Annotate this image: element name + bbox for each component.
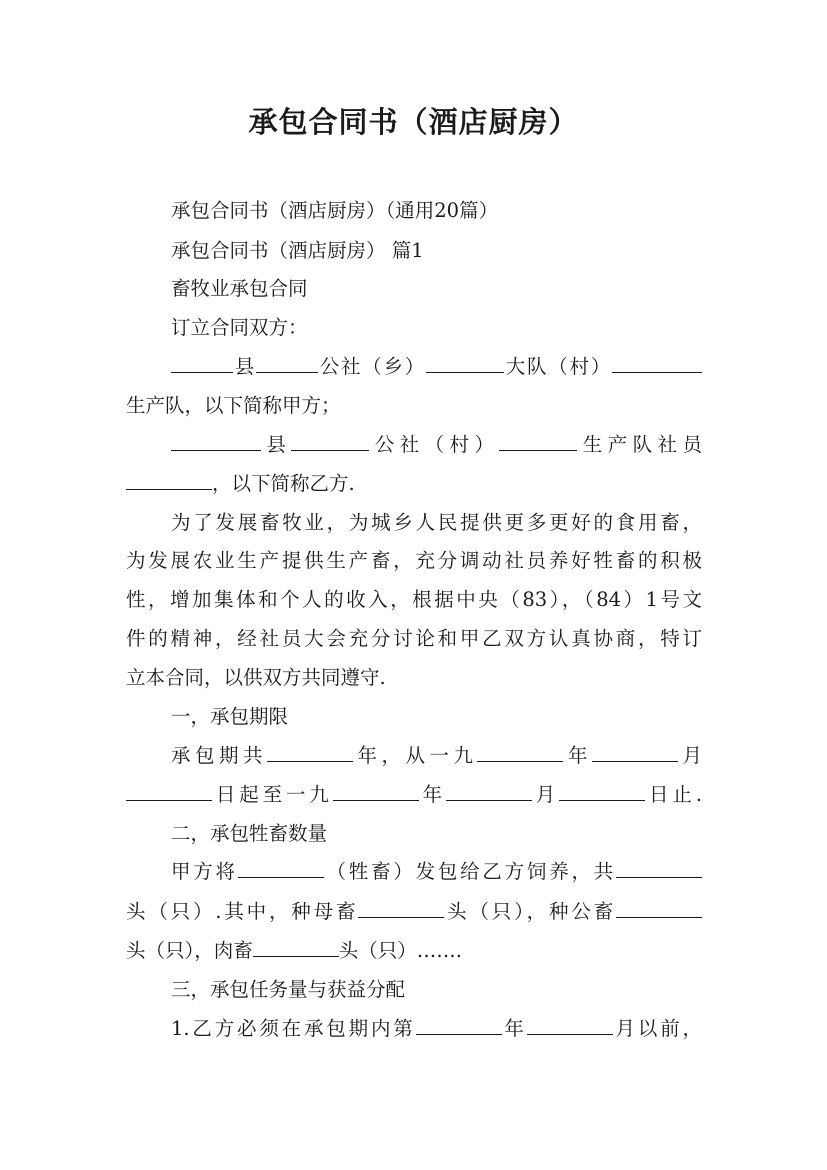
fill-blank [171,431,261,451]
fill-blank [477,742,563,762]
text-span: 甲方将 [171,860,238,883]
fill-blank [238,858,324,878]
text-span: 月 [677,744,702,767]
text-span: 公社（村） [369,433,500,456]
paragraph-line [126,936,702,966]
text-span: 承包期共 [171,744,267,767]
text-span: 头（只）.其中，种母畜 [126,900,359,923]
fill-blank [126,470,212,490]
section-heading: 承包合同书（酒店厨房） 篇1 [171,239,424,262]
text-span: 大队（村） [503,355,612,378]
fill-blank [499,431,577,451]
text-span: 生产队社员 [577,433,702,456]
text-span: 年 [563,744,592,767]
text-span: 县 [261,433,292,456]
fill-blank [171,353,233,373]
fill-blank [333,781,419,801]
section-heading: 三，承包任务量与获益分配 [171,978,406,1001]
text-span: 头（只），种公畜 [444,900,616,923]
text-span: ，以下简称乙方. [212,472,355,495]
fill-blank [267,742,353,762]
text-span: 月以前， [612,1017,702,1040]
fill-blank [616,898,702,918]
paragraph-line: 生产队，以下简称甲方； [126,394,341,417]
fill-blank [291,431,369,451]
text-span: 日起至一九 [212,783,333,806]
paragraph-line: 为了发展畜牧业，为城乡人民提供更多更好的食用畜， [171,511,702,534]
text-span: 月 [531,783,560,806]
paragraph-line [171,741,702,771]
paragraph-line [126,469,702,499]
section-heading: 一，承包期限 [171,705,289,728]
text-span: 年 [501,1017,527,1040]
paragraph-line: 件的精神，经社员大会充分讨论和甲乙双方认真协商，特订 [126,627,702,650]
paragraph-line: 订立合同双方： [171,316,308,339]
party-a-line [171,352,702,382]
fill-blank [253,937,339,957]
text-span: （牲畜）发包给乙方饲养，共 [323,860,616,883]
fill-blank [446,781,532,801]
text-span: 头（只），肉畜 [126,939,253,962]
text-span: 县 [233,355,256,378]
text-span: 头（只）……. [338,939,462,962]
fill-blank [612,353,702,373]
fill-blank [616,858,702,878]
subtitle-line: 承包合同书（酒店厨房）（通用20篇） [171,199,499,222]
paragraph-line [126,780,702,810]
fill-blank [358,898,444,918]
paragraph-line: 立本合同，以供双方共同遵守. [126,666,386,689]
text-span: 日止. [645,783,702,806]
contract-name: 畜牧业承包合同 [171,277,308,300]
fill-blank [126,781,212,801]
text-span: 公社（乡） [318,355,426,378]
section-heading: 二，承包牲畜数量 [171,822,328,845]
party-b-line [171,430,702,460]
fill-blank [592,742,678,762]
fill-blank [426,353,504,373]
document-title: 承包合同书（酒店厨房） [248,105,579,139]
fill-blank [256,353,318,373]
paragraph-line: 为发展农业生产提供生产畜，充分调动社员养好牲畜的积极 [126,549,702,572]
fill-blank [559,781,645,801]
fill-blank [527,1015,613,1035]
paragraph-line [171,857,702,887]
paragraph-line: 性，增加集体和个人的收入，根据中央（83），（84）1号文 [126,588,702,611]
text-span: 年 [418,783,446,806]
text-span: 1.乙方必须在承包期内第 [171,1017,416,1040]
paragraph-line [126,897,702,927]
paragraph-line [171,1014,702,1044]
fill-blank [416,1015,502,1035]
text-span: 年，从一九 [352,744,478,767]
